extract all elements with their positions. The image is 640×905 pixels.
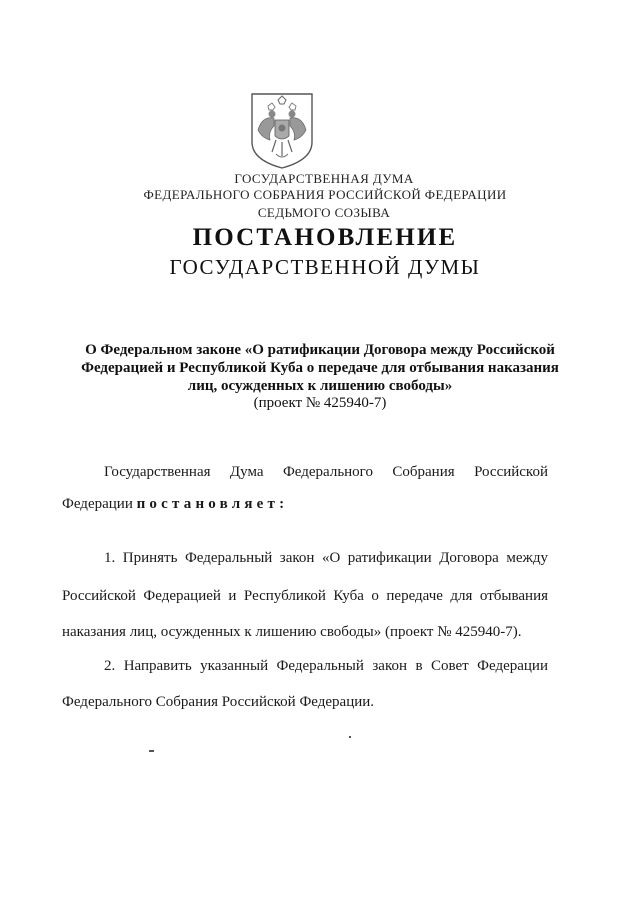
issuer-title: ГОСУДАРСТВЕННОЙ ДУМЫ (169, 255, 481, 279)
item-1-line-2: Российской Федерацией и Республикой Куба о передаче для отбывания (62, 588, 548, 604)
subject-line-1: О Федеральном законе «О ратификации Договора между Российской (85, 342, 555, 358)
scan-speck (349, 736, 351, 738)
project-number: (проект № 425940-7) (253, 395, 387, 411)
intro-line-1: Государственная Дума Федерального Собрания Российской (104, 464, 548, 480)
document-type-title: ПОСТАНОВЛЕНИЕ (192, 224, 458, 251)
scan-speck (149, 750, 154, 752)
org-name-line-2: ФЕДЕРАЛЬНОГО СОБРАНИЯ РОССИЙСКОЙ ФЕДЕРАЦИИ (143, 187, 507, 202)
item-1-line-3: наказания лиц, осужденных к лишению свободы» (проект № 425940-7). (62, 624, 522, 640)
resolves-word: постановляет: (136, 496, 289, 512)
item-2-line-1: 2. Направить указанный Федеральный закон в Совет Федерации (104, 658, 548, 674)
double-headed-eagle-icon (248, 90, 316, 170)
coat-of-arms-emblem (248, 90, 316, 170)
item-2-line-2: Федерального Собрания Российской Федерации. (62, 694, 375, 710)
item-1-line-1: 1. Принять Федеральный закон «О ратификации Договора между (104, 550, 548, 566)
subject-line-3: лиц, осужденных к лишению свободы» (187, 378, 453, 394)
org-name-line-1: ГОСУДАРСТВЕННАЯ ДУМА (234, 171, 414, 186)
intro-line-2 (62, 496, 288, 513)
intro-line-2-start: Федерации (62, 496, 137, 512)
subject-line-2: Федерацией и Республикой Куба о передаче для отбывания наказания (81, 360, 559, 376)
convocation-line: СЕДЬМОГО СОЗЫВА (257, 205, 391, 220)
